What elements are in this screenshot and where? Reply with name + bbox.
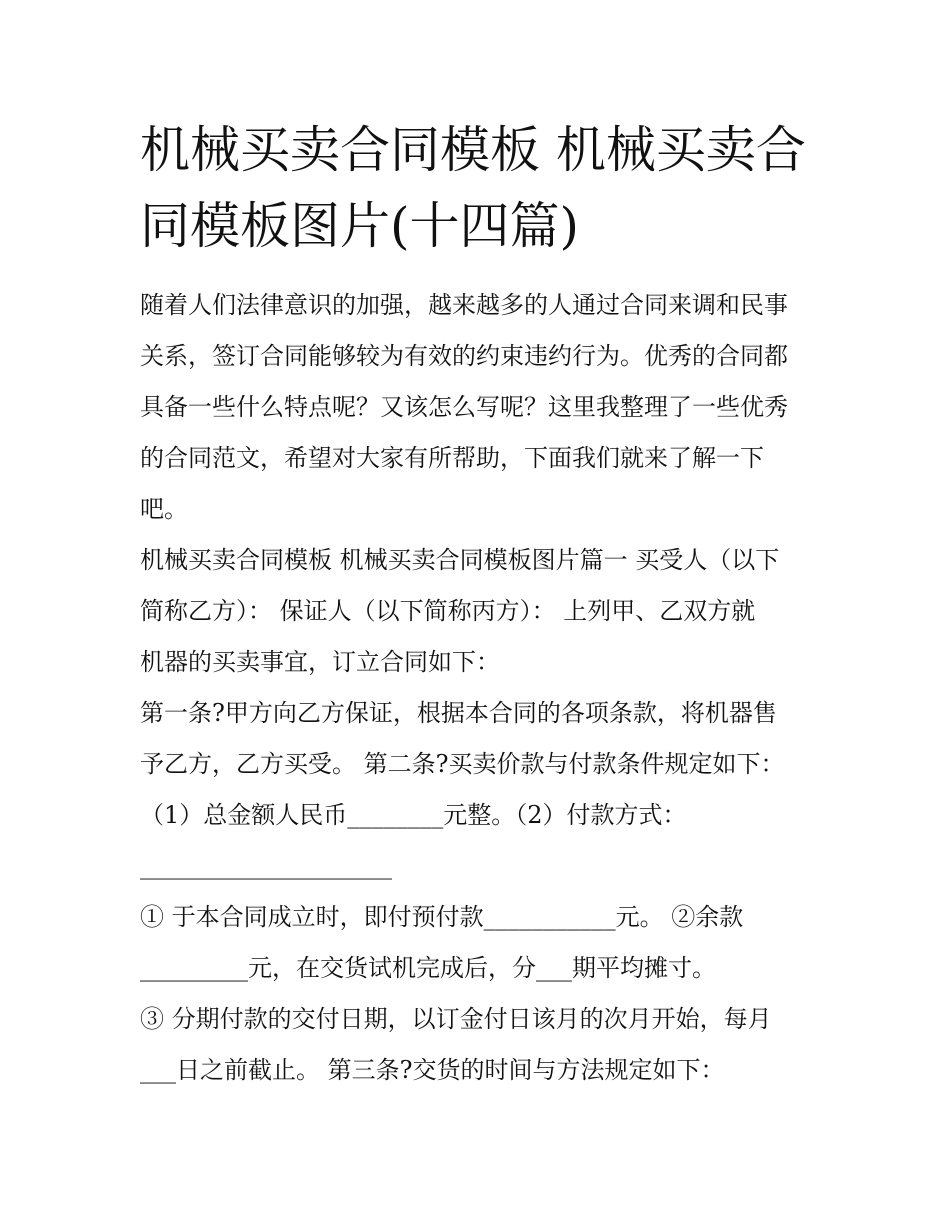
body-line: 予乙方，乙方买受。 第二条?买卖价款与付款条件规定如下： (140, 750, 785, 778)
document-body (140, 280, 820, 1096)
body-line: ① 于本合同成立时，即付预付款___________元。 ②余款 (140, 903, 744, 931)
title-line: 机械买卖合同模板 机械买卖合 (140, 121, 806, 179)
body-line: 具备一些什么特点呢？又该怎么写呢？这里我整理了一些优秀 (140, 393, 788, 421)
body-line: （1）总金额人民币________元整。（2）付款方式： (140, 801, 687, 829)
body-line: 关系，签订合同能够较为有效的约束违约行为。优秀的合同都 (140, 342, 788, 370)
body-line: 吧。 (140, 495, 188, 523)
title-line: 同模板图片(十四篇) (140, 197, 580, 255)
body-line: 简称乙方）： 保证人（以下简称丙方）： 上列甲、乙双方就 (140, 597, 756, 625)
body-line: 随着人们法律意识的加强，越来越多的人通过合同来调和民事 (140, 291, 788, 319)
body-line: _________元，在交货试机完成后，分___期平均摊寸。 (140, 954, 716, 982)
body-line: 机械买卖合同模板 机械买卖合同模板图片篇一 买受人（以下 (140, 546, 780, 574)
body-line: 机器的买卖事宜，订立合同如下： (140, 648, 500, 676)
body-line: 第一条?甲方向乙方保证，根据本合同的各项条款，将机器售 (140, 699, 777, 727)
body-line: ③ 分期付款的交付日期，以订金付日该月的次月开始，每月 (140, 1005, 772, 1033)
document-title (140, 112, 820, 264)
body-line: 的合同范文，希望对大家有所帮助，下面我们就来了解一下 (140, 444, 764, 472)
body-line: _____________________ (140, 852, 392, 880)
body-line: ___日之前截止。 第三条?交货的时间与方法规定如下： (140, 1056, 725, 1084)
